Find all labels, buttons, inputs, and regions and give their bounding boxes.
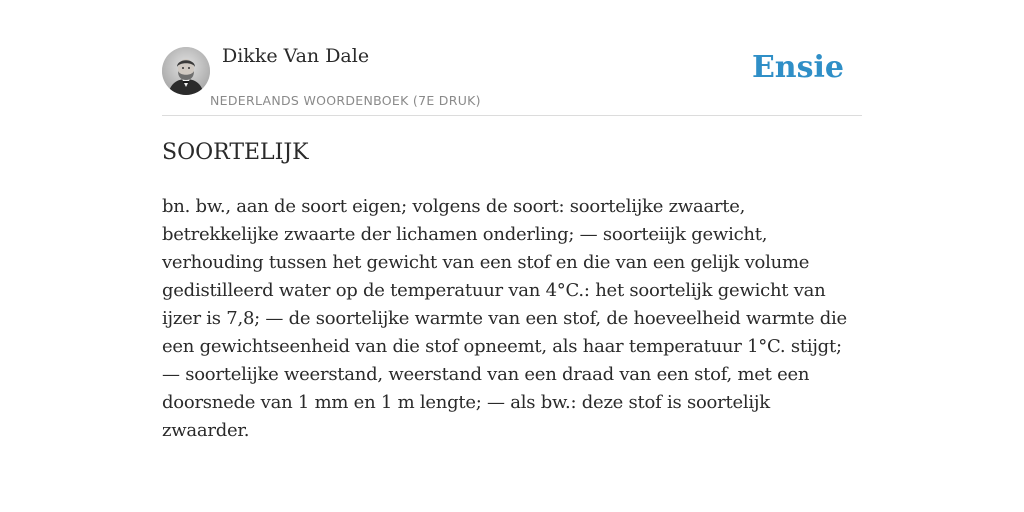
author-avatar[interactable] <box>162 47 210 95</box>
ensie-logo[interactable]: Ensie <box>751 50 844 85</box>
entry-title: SOORTELIJK <box>162 140 309 165</box>
author-name[interactable]: Dikke Van Dale <box>222 45 370 67</box>
source-label: NEDERLANDS WOORDENBOEK (7E DRUK) <box>210 93 481 108</box>
portrait-photo-icon <box>162 47 210 95</box>
entry-header <box>162 40 862 116</box>
entry-definition: bn. bw., aan de soort eigen; volgens de soort: soortelijke zwaarte, betrekkelijke zwaarte der lichamen onderling; — soorteiijk gewicht, verhouding tussen het gewicht van een stof en die van een gelijk volume gedistilleerd water op de temperatuur van 4°C.: het soortelijk gewicht van ijzer is 7,8; — de soortelijke warmte van een stof, de hoeveelheid warmte die een gewichtseenheid van die stof opneemt, als haar temperatuur 1°C. stijgt; — soortelijke weerstand, weerstand van een draad van een stof, met een doorsnede van 1 mm en 1 m lengte; — als bw.: deze stof is soortelijk zwaarder. <box>162 196 847 441</box>
